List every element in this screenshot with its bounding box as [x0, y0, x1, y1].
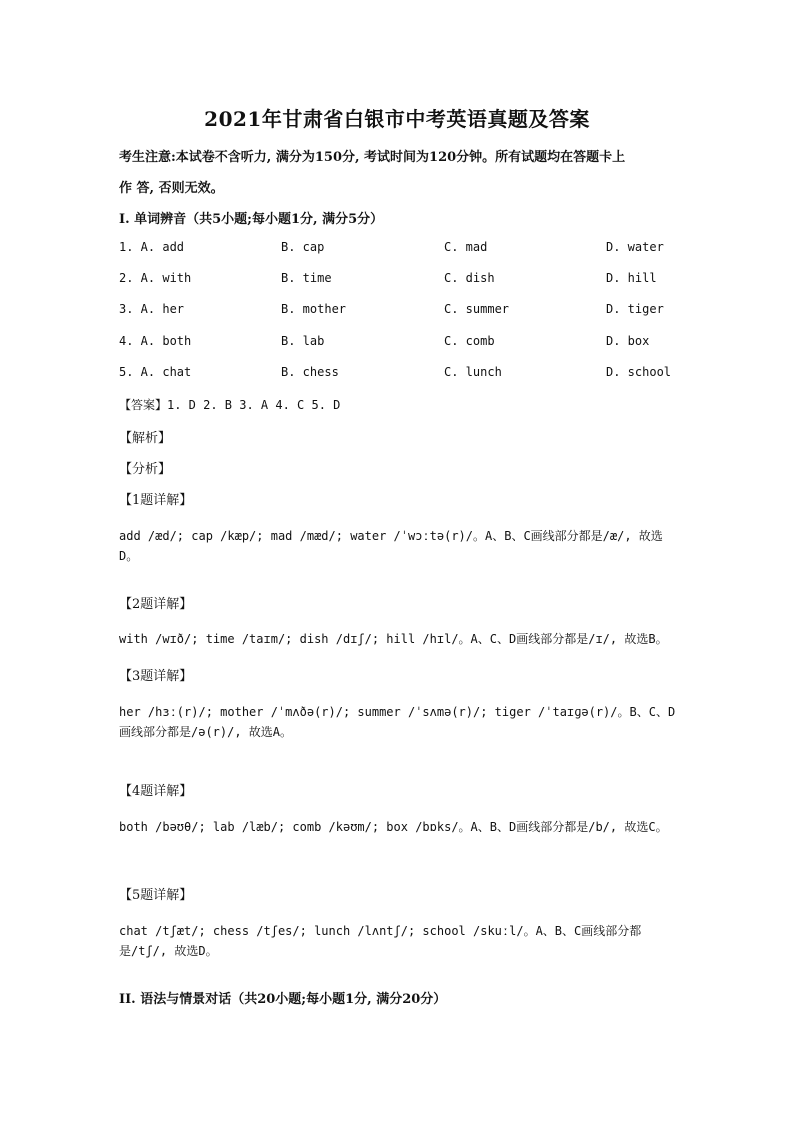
- detail-text-3: her /hɜː(r)/; mother /ˈmʌðə(r)/; summer /ˈsʌmə(r)/; tiger /ˈtaɪɡə(r)/。B、C、D画线部分都是/ə(r)/, 故选A。: [119, 705, 676, 739]
- detail-heading-3: 【3题详解】: [119, 669, 193, 684]
- page-title: 2021年甘肃省白银市中考英语真题及答案: [204, 107, 590, 131]
- option-d: D. hill: [606, 271, 657, 285]
- detail-heading-1: 【1题详解】: [119, 493, 193, 508]
- detail-heading-2: 【2题详解】: [119, 597, 193, 612]
- option-c: C. summer: [444, 302, 510, 316]
- option-d: D. school: [606, 365, 672, 379]
- option-a: 3. A. her: [119, 302, 185, 316]
- question-row: [119, 302, 699, 320]
- notice-line-2: 作 答, 否则无效。: [119, 181, 224, 196]
- option-d: D. water: [606, 240, 664, 254]
- option-b: B. chess: [281, 365, 339, 379]
- option-a: 1. A. add: [119, 240, 185, 254]
- option-c: C. comb: [444, 334, 495, 348]
- section2-heading: II. 语法与情景对话（共20小题;每小题1分, 满分20分）: [119, 992, 447, 1007]
- detail-heading-4: 【4题详解】: [119, 784, 193, 799]
- question-row: [119, 334, 699, 352]
- option-b: B. lab: [281, 334, 325, 348]
- question-row: [119, 240, 699, 258]
- option-c: C. mad: [444, 240, 488, 254]
- option-d: D. tiger: [606, 302, 664, 316]
- fenxi-label: 【分析】: [119, 462, 172, 477]
- option-b: B. cap: [281, 240, 325, 254]
- option-a: 2. A. with: [119, 271, 192, 285]
- detail-text-2: with /wɪð/; time /taɪm/; dish /dɪʃ/; hill /hɪl/。A、C、D画线部分都是/ɪ/, 故选B。: [119, 632, 668, 646]
- option-c: C. dish: [444, 271, 495, 285]
- detail-text-5: chat /tʃæt/; chess /tʃes/; lunch /lʌntʃ/; school /skuːl/。A、B、C画线部分都是/tʃ/, 故选D。: [119, 924, 642, 958]
- option-a: 4. A. both: [119, 334, 192, 348]
- option-d: D. box: [606, 334, 650, 348]
- question-row: [119, 271, 699, 289]
- detail-text-1: add /æd/; cap /kæp/; mad /mæd/; water /ˈwɔːtə(r)/。A、B、C画线部分都是/æ/, 故选D。: [119, 529, 663, 563]
- detail-heading-5: 【5题详解】: [119, 888, 193, 903]
- question-row: [119, 365, 699, 383]
- section1-heading: I. 单词辨音（共5小题;每小题1分, 满分5分）: [119, 212, 384, 227]
- answer-line: 【答案】1. D 2. B 3. A 4. C 5. D: [119, 398, 341, 412]
- option-c: C. lunch: [444, 365, 502, 379]
- option-a: 5. A. chat: [119, 365, 192, 379]
- notice-line-1: 考生注意:本试卷不含听力, 满分为150分, 考试时间为120分钟。所有试题均在答题卡上: [119, 150, 626, 165]
- option-b: B. mother: [281, 302, 347, 316]
- detail-text-4: both /bəʊθ/; lab /læb/; comb /kəʊm/; box /bɒks/。A、B、D画线部分都是/b/, 故选C。: [119, 820, 668, 834]
- jiexi-label: 【解析】: [119, 431, 172, 446]
- option-b: B. time: [281, 271, 332, 285]
